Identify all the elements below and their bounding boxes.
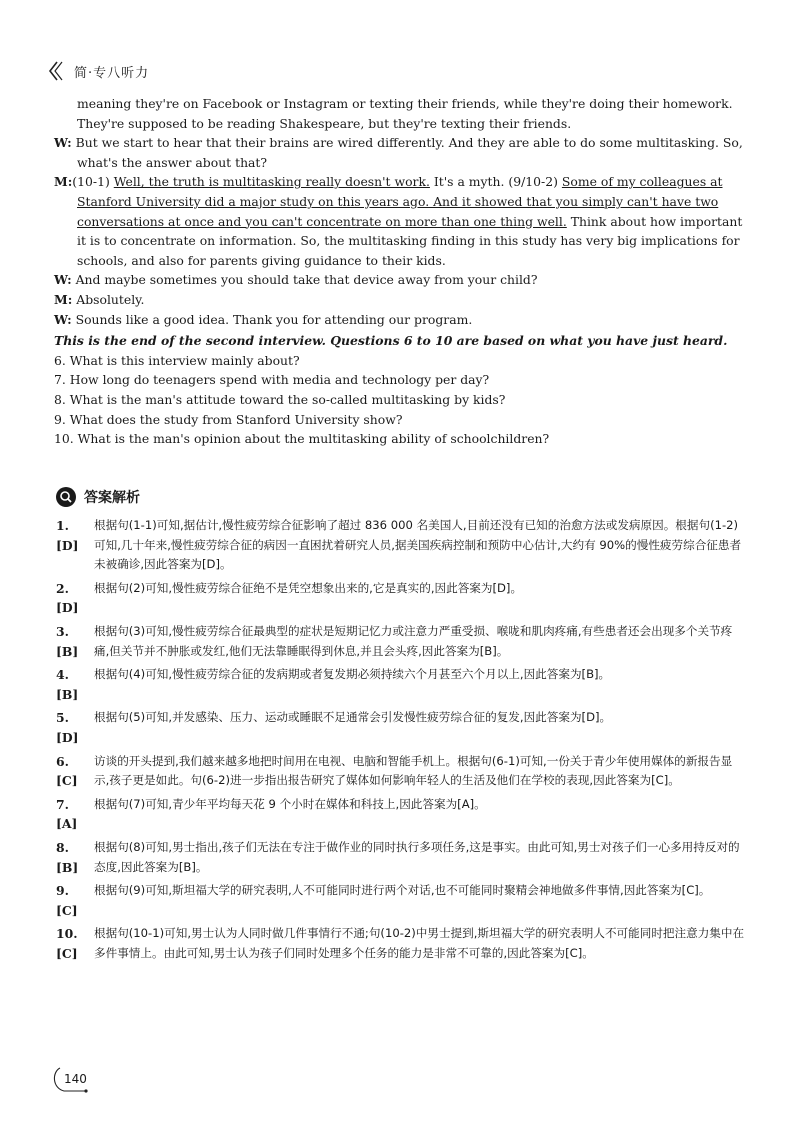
answer-explanation: 根据句(7)可知,青少年平均每天花 9 个小时在媒体和科技上,因此答案为[A]。 (94, 796, 486, 811)
answer-item (56, 924, 746, 963)
dialogue-text: Absolutely. (76, 291, 145, 307)
answer-explanation: 访谈的开头提到,我们越来越多地把时间用在电视、电脑和智能手机上。根据句(6-1)可知,一份关于青少年使用媒体的新报告显示,孩子更是如此。句(6-2)进一步指出报告研究了媒体如何影响年轻人的生活及他们在学校的表现,因此答案为[C]。 (94, 753, 733, 788)
dialogue-text: Think about how important it is to concentrate on information. So, the multitasking finding in this study has very big implications for schools, and also for parents giving guidance to their kids. (77, 213, 743, 268)
question-item: 9. What does the study from Stanford University show? (54, 411, 403, 427)
answer-item (56, 752, 746, 791)
answer-item (56, 795, 746, 834)
underlined-sentence: Well, the truth is multitasking really doesn't work. (113, 174, 430, 190)
transcript (54, 94, 744, 449)
transcript-continuation: meaning they're on Facebook or Instagram or texting their friends, while they're doing their homework. They're supposed to be reading Shakespeare, but they're texting their friends. (77, 96, 733, 131)
answer-item (56, 516, 746, 575)
question-item: 8. What is the man's attitude toward the so-called multitasking by kids? (54, 391, 506, 407)
sentence-tag: (10-1) (72, 174, 110, 190)
dialogue-line-m1 (54, 172, 744, 270)
answer-key: 7. [A] (56, 796, 78, 832)
page-header (48, 58, 149, 84)
answer-explanation: 根据句(2)可知,慢性疲劳综合征绝不是凭空想象出来的,它是真实的,因此答案为[D]。 (94, 580, 523, 595)
speaker-label: M: (54, 174, 73, 190)
answer-item (56, 838, 746, 877)
speaker-label: W: (54, 272, 72, 288)
dialogue-text: And maybe sometimes you should take that device away from your child? (75, 272, 538, 288)
dialogue-text: Sounds like a good idea. Thank you for attending our program. (75, 311, 473, 327)
answer-list (56, 516, 746, 967)
dialogue-text: It's a myth. (429, 174, 509, 190)
speaker-label: W: (54, 311, 72, 327)
answer-key: 3. [B] (56, 623, 79, 659)
speaker-label: M: (54, 291, 73, 307)
answer-key: 5. [D] (56, 710, 79, 745)
answer-key: 10. [C] (56, 926, 78, 961)
answer-key: 9. [C] (56, 883, 78, 918)
answer-key: 8. [B] (56, 839, 79, 875)
question-item: 10. What is the man's opinion about the multitasking ability of schoolchildren? (54, 431, 550, 447)
answer-key: 4. [B] (56, 667, 79, 702)
answer-section-header (56, 487, 140, 507)
answer-item (56, 881, 746, 920)
dialogue-line-w2 (54, 270, 744, 290)
dialogue-line-w3 (54, 310, 744, 330)
section-title: 答案解析 (84, 490, 140, 506)
answer-explanation: 根据句(8)可知,男士指出,孩子们无法在专注于做作业的同时执行多项任务,这是事实。由此可知,男士对孩子们一心多用持反对的态度,因此答案为[B]。 (94, 839, 740, 874)
answer-explanation: 根据句(9)可知,斯坦福大学的研究表明,人不可能同时进行两个对话,也不可能同时聚精会神地做多件事情,因此答案为[C]。 (94, 883, 711, 898)
answer-explanation: 根据句(3)可知,慢性疲劳综合征最典型的症状是短期记忆力或注意力严重受损、喉咙和肌肉疼痛,有些患者还会出现多个关节疼痛,但关节并不肿胀或发红,他们无法靠睡眠得到休息,并且会头疼,因此答案为[B]。 (94, 623, 733, 658)
answer-explanation: 根据句(10-1)可知,男士认为人同时做几件事情行不通;句(10-2)中男士提到,斯坦福大学的研究表明人不可能同时把注意力集中在多件事情上。由此可知,男士认为孩子们同时处理多个任务的能力是非常不可靠的,因此答案为[C]。 (94, 926, 745, 960)
dialogue-line-w1 (54, 133, 744, 172)
answer-explanation: 根据句(1-1)可知,据估计,慢性疲劳综合征影响了超过 836 000 名美国人,目前还没有已知的治愈方法或发病原因。根据句(1-2)可知,几十年来,慢性疲劳综合征的病因一直困扰着研究人员,据美国疾病控制和预防中心估计,大约有 90%的慢性疲劳综合征患者未被确诊,因此答案为[D]。 (94, 518, 742, 572)
underlined-sentence: Some of my colleagues at Stanford University did a major study on this years ago. And it showed that you simply can't have two conversations at once and you can't concentrate on more than one thing well. (77, 174, 723, 229)
speaker-label: W: (54, 135, 72, 151)
answer-explanation: 根据句(5)可知,并发感染、压力、运动或睡眠不足通常会引发慢性疲劳综合征的复发,因此答案为[D]。 (94, 710, 612, 725)
answer-key: 1. [D] (56, 518, 79, 553)
header-title: 简·专八听力 (74, 65, 150, 81)
sentence-tag: (9/10-2) (508, 174, 558, 190)
answer-item (56, 622, 746, 661)
dialogue-text: But we start to hear that their brains are wired differently. And they are able to do some multitasking. So, what's the answer about that? (75, 135, 743, 170)
question-item: 6. What is this interview mainly about? (54, 352, 300, 368)
page-number-badge (50, 1064, 90, 1094)
question-item: 7. How long do teenagers spend with media and technology per day? (54, 372, 490, 388)
page-number: 140 (64, 1072, 87, 1086)
answer-key: 2. [D] (56, 580, 79, 616)
magnifier-icon (56, 487, 76, 507)
instruction-text: This is the end of the second interview. Questions 6 to 10 are based on what you have just heard. (54, 333, 728, 349)
answer-item (56, 665, 746, 704)
answer-explanation: 根据句(4)可知,慢性疲劳综合征的发病期或者复发期必须持续六个月甚至六个月以上,因此答案为[B]。 (94, 667, 611, 682)
answer-item (56, 579, 746, 618)
answer-key: 6. [C] (56, 753, 78, 789)
bracket-logo-icon (48, 60, 70, 82)
answer-item (56, 708, 746, 747)
dialogue-line-m2 (54, 290, 744, 310)
